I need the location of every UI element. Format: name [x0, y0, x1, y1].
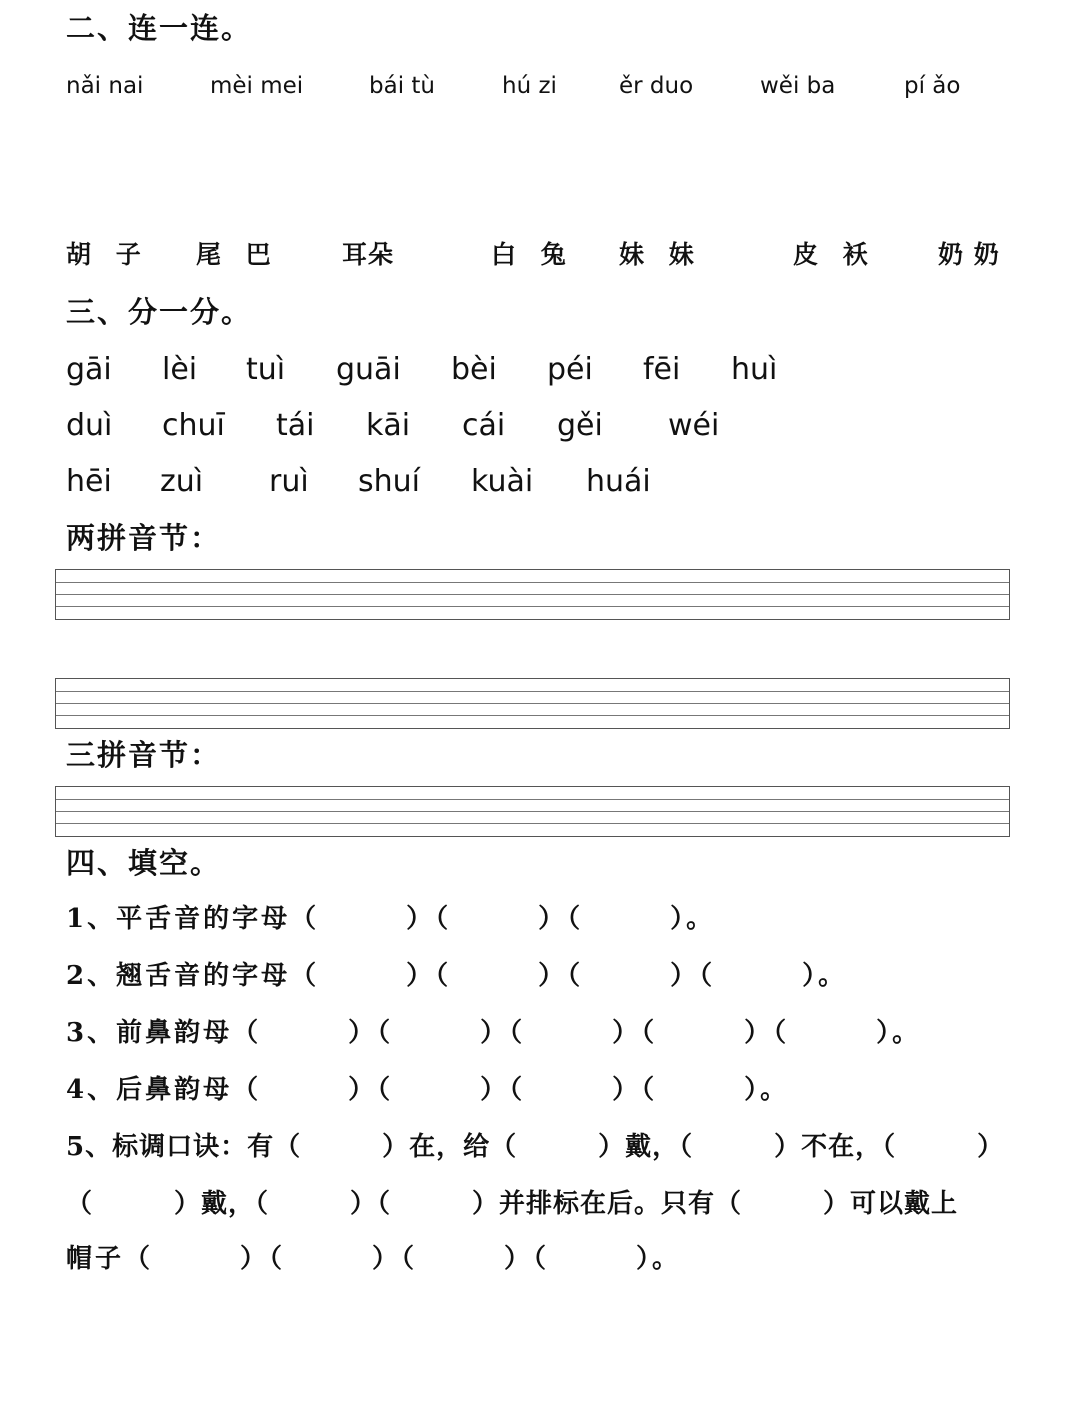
two-syllable-label: 两拼音节： [66, 521, 222, 555]
fill-question-5-cont: （ ）戴，（ ）（ ）并排标在后。只有（ ）可以戴上 [66, 1189, 959, 1219]
pinyin-syllable: wéi [668, 408, 720, 443]
section2-title: 二、连一连。 [66, 11, 253, 45]
hanzi-word: 妹 妹 [619, 240, 702, 269]
writing-lines[interactable] [55, 786, 1010, 837]
writing-lines[interactable] [55, 678, 1010, 729]
pinyin-syllable: kuài [471, 464, 534, 499]
hanzi-word: 胡 子 [66, 240, 149, 269]
pinyin-word: bái tù [369, 73, 435, 99]
pinyin-syllable: ruì [269, 464, 309, 499]
pinyin-word: hú zi [502, 73, 557, 99]
fill-question-3: 3、前鼻韵母（ ）（ ）（ ）（ ）（ ）。 [66, 1018, 922, 1048]
pinyin-syllable: zuì [160, 464, 204, 499]
pinyin-word: mèi mei [210, 73, 304, 99]
pinyin-syllable: bèi [451, 352, 497, 387]
writing-lines[interactable] [55, 569, 1010, 620]
hanzi-word: 耳朵 [342, 240, 395, 269]
pinyin-syllable: tuì [246, 352, 286, 387]
pinyin-syllable: shuí [358, 464, 420, 499]
hanzi-word: 奶 奶 [938, 240, 1000, 269]
pinyin-word: pí ǎo [904, 73, 961, 99]
section3-title: 三、分一分。 [66, 295, 253, 329]
pinyin-syllable: lèi [162, 352, 198, 387]
pinyin-syllable: fēi [643, 352, 681, 387]
pinyin-syllable: gěi [557, 408, 603, 443]
fill-question-4: 4、后鼻韵母（ ）（ ）（ ）（ ）。 [66, 1075, 790, 1105]
fill-question-2: 2、翘舌音的字母（ ）（ ）（ ）（ ）。 [66, 961, 848, 991]
pinyin-syllable: huái [586, 464, 651, 499]
hanzi-word: 尾 巴 [196, 240, 279, 269]
hanzi-word: 白 兔 [491, 240, 574, 269]
section4-title: 四、填空。 [66, 846, 222, 880]
pinyin-word: ěr duo [619, 73, 694, 99]
pinyin-word: nǎi nai [66, 73, 144, 99]
fill-question-1: 1、平舌音的字母（ ）（ ）（ ）。 [66, 904, 716, 934]
pinyin-syllable: cái [462, 408, 506, 443]
pinyin-syllable: duì [66, 408, 113, 443]
pinyin-syllable: hēi [66, 464, 112, 499]
hanzi-word: 皮 袄 [793, 240, 876, 269]
fill-question-5-end: 帽子（ ）（ ）（ ）（ ）。 [66, 1244, 682, 1274]
pinyin-syllable: tái [276, 408, 315, 443]
pinyin-syllable: chuī [162, 408, 225, 443]
three-syllable-label: 三拼音节： [66, 738, 222, 772]
pinyin-word: wěi ba [760, 73, 836, 99]
pinyin-syllable: huì [731, 352, 778, 387]
pinyin-syllable: kāi [366, 408, 411, 443]
fill-question-5: 5、标调口诀：有（ ）在，给（ ）戴，（ ）不在，（ ） [66, 1132, 1005, 1162]
pinyin-syllable: péi [547, 352, 593, 387]
pinyin-syllable: guāi [336, 352, 401, 387]
pinyin-syllable: gāi [66, 352, 112, 387]
